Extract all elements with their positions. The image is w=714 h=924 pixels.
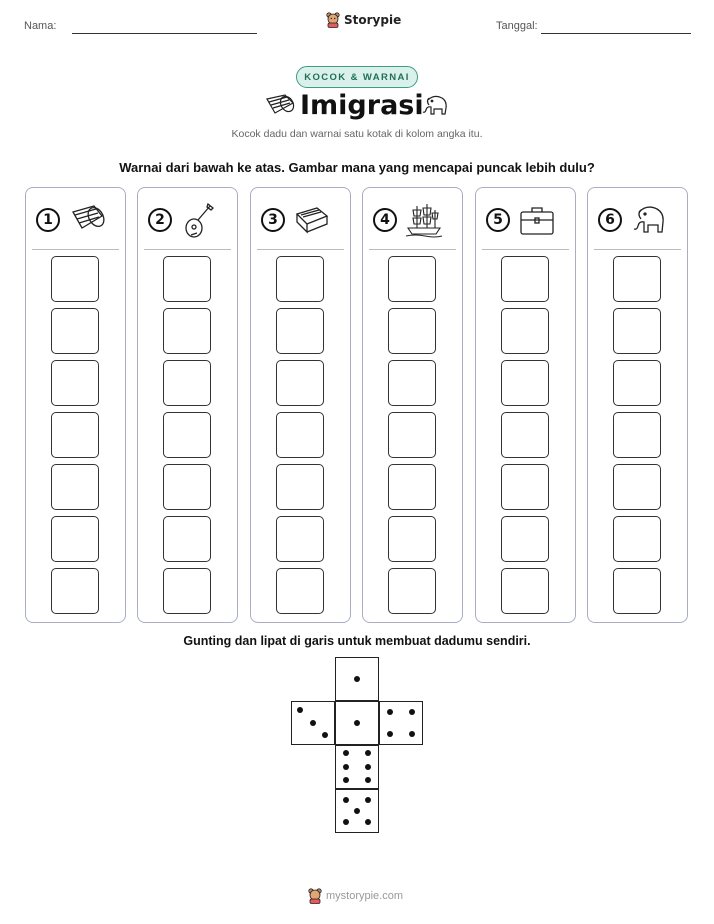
- dice-pip: [387, 709, 393, 715]
- dice-pip: [343, 750, 349, 756]
- briefcase-icon: [518, 202, 556, 238]
- dice-face-bottom: [335, 789, 379, 833]
- color-box[interactable]: [501, 256, 549, 302]
- dice-pip: [310, 720, 316, 726]
- dice-pip: [354, 808, 360, 814]
- color-box[interactable]: [388, 412, 436, 458]
- color-box[interactable]: [388, 256, 436, 302]
- color-box[interactable]: [163, 412, 211, 458]
- color-box[interactable]: [276, 568, 324, 614]
- brand-name: Storypie: [344, 13, 402, 27]
- color-box[interactable]: [163, 360, 211, 406]
- dice-face-center: [335, 701, 379, 745]
- column-divider: [32, 249, 119, 250]
- color-box[interactable]: [51, 464, 99, 510]
- hay-bale-icon: [68, 202, 106, 238]
- dice-pip: [365, 819, 371, 825]
- column-divider: [257, 249, 344, 250]
- color-box[interactable]: [388, 568, 436, 614]
- instruction-heading: Warnai dari bawah ke atas. Gambar mana yang mencapai puncak lebih dulu?: [119, 160, 595, 175]
- column-header: [36, 202, 119, 238]
- color-box[interactable]: [276, 308, 324, 354]
- date-line: [541, 33, 691, 34]
- page-title: Imigrasi: [300, 90, 424, 121]
- name-label: Nama:: [24, 20, 57, 32]
- color-box[interactable]: [501, 516, 549, 562]
- dice-face-left: [291, 701, 335, 745]
- color-box[interactable]: [501, 360, 549, 406]
- column-header: [261, 202, 344, 238]
- color-box[interactable]: [51, 412, 99, 458]
- sailing-ship-icon: [405, 202, 443, 238]
- color-box[interactable]: [613, 360, 661, 406]
- hay-bale-icon: [263, 93, 297, 117]
- dice-pip: [343, 777, 349, 783]
- color-box[interactable]: [51, 308, 99, 354]
- color-box[interactable]: [613, 256, 661, 302]
- color-box[interactable]: [276, 516, 324, 562]
- color-box[interactable]: [501, 412, 549, 458]
- color-box[interactable]: [163, 256, 211, 302]
- column-divider: [594, 249, 681, 250]
- name-line: [72, 33, 257, 34]
- color-column-1: [25, 187, 126, 623]
- column-header: [486, 202, 569, 238]
- brand-logo: [326, 12, 401, 28]
- dice-face-right: [379, 701, 423, 745]
- color-box[interactable]: [501, 308, 549, 354]
- dice-pip: [409, 731, 415, 737]
- dice-pip: [354, 720, 360, 726]
- color-box[interactable]: [613, 464, 661, 510]
- dice-pip: [343, 764, 349, 770]
- color-box[interactable]: [51, 568, 99, 614]
- book-icon: [293, 202, 331, 238]
- color-box[interactable]: [163, 308, 211, 354]
- dice-pip: [343, 797, 349, 803]
- dice-pip: [354, 676, 360, 682]
- activity-badge: KOCOK & WARNAI: [296, 66, 418, 88]
- bear-icon: [326, 12, 340, 28]
- column-header: [148, 202, 231, 238]
- color-box[interactable]: [388, 308, 436, 354]
- column-divider: [482, 249, 569, 250]
- dice-face-top: [335, 657, 379, 701]
- color-box[interactable]: [51, 516, 99, 562]
- color-box[interactable]: [388, 464, 436, 510]
- bear-icon: [308, 888, 322, 904]
- color-box[interactable]: [276, 412, 324, 458]
- color-box[interactable]: [388, 516, 436, 562]
- color-box[interactable]: [501, 568, 549, 614]
- dice-pip: [322, 732, 328, 738]
- elephant-icon: [420, 92, 450, 118]
- color-box[interactable]: [163, 568, 211, 614]
- column-divider: [369, 249, 456, 250]
- color-column-6: [587, 187, 688, 623]
- footer-url: mystorypie.com: [326, 890, 404, 902]
- color-column-2: [137, 187, 238, 623]
- color-column-3: [250, 187, 351, 623]
- column-number: 2: [148, 208, 172, 232]
- dice-pip: [365, 797, 371, 803]
- footer: [308, 888, 403, 904]
- dice-pip: [297, 707, 303, 713]
- color-box[interactable]: [51, 256, 99, 302]
- color-box[interactable]: [163, 516, 211, 562]
- dice-face-lower: [335, 745, 379, 789]
- dice-pip: [365, 750, 371, 756]
- color-box[interactable]: [51, 360, 99, 406]
- color-column-5: [475, 187, 576, 623]
- column-number: 5: [486, 208, 510, 232]
- color-box[interactable]: [163, 464, 211, 510]
- dice-pip: [409, 709, 415, 715]
- column-number: 1: [36, 208, 60, 232]
- color-box[interactable]: [276, 256, 324, 302]
- mandolin-icon: [180, 202, 218, 238]
- column-header: [598, 202, 681, 238]
- column-divider: [144, 249, 231, 250]
- color-box[interactable]: [613, 308, 661, 354]
- dice-pip: [343, 819, 349, 825]
- dice-pip: [365, 764, 371, 770]
- subtitle: Kocok dadu dan warnai satu kotak di kolom angka itu.: [231, 128, 483, 140]
- elephant-icon: [630, 202, 668, 238]
- color-box[interactable]: [613, 412, 661, 458]
- dice-pip: [365, 777, 371, 783]
- cut-instruction: Gunting dan lipat di garis untuk membuat dadumu sendiri.: [183, 634, 531, 648]
- color-column-4: [362, 187, 463, 623]
- color-box[interactable]: [276, 464, 324, 510]
- color-box[interactable]: [501, 464, 549, 510]
- color-box[interactable]: [613, 516, 661, 562]
- color-box[interactable]: [613, 568, 661, 614]
- date-label: Tanggal:: [496, 20, 538, 32]
- color-box[interactable]: [276, 360, 324, 406]
- column-number: 3: [261, 208, 285, 232]
- dice-pip: [387, 731, 393, 737]
- color-box[interactable]: [388, 360, 436, 406]
- column-number: 4: [373, 208, 397, 232]
- column-header: [373, 202, 456, 238]
- column-number: 6: [598, 208, 622, 232]
